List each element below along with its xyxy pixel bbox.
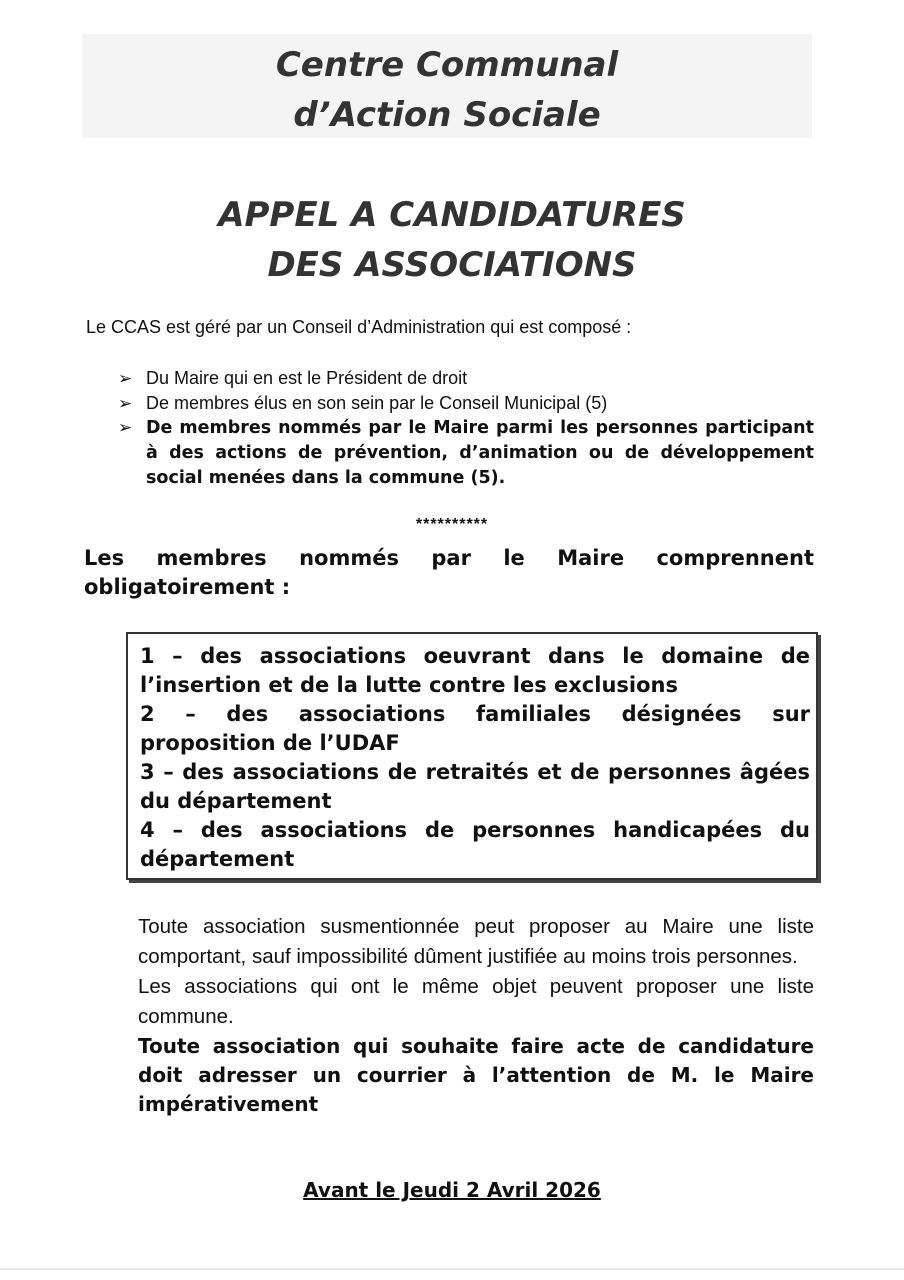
- members-list-item: 4 – des associations de personnes handicapées du département: [140, 818, 810, 871]
- composition-list: [118, 366, 814, 491]
- body-paragraph: Les associations qui ont le même objet peuvent proposer une liste commune.: [138, 975, 814, 1028]
- organization-title: [82, 40, 812, 140]
- members-list-item: 1 – des associations oeuvrant dans le domaine de l’insertion et de la lutte contre les exclusions: [140, 644, 810, 697]
- deadline: Avant le Jeudi 2 Avril 2026: [303, 1178, 601, 1202]
- body-paragraph: Toute association susmentionnée peut proposer au Maire une liste comportant, sauf impossibilité dûment justifiée au moins trois personnes.: [138, 915, 814, 968]
- body-text: [138, 912, 814, 1119]
- members-heading-line1: Les membres nommés par le Maire comprennent: [84, 546, 814, 570]
- members-heading: [84, 544, 814, 602]
- members-list: [140, 642, 810, 874]
- scan-edge-divider: [0, 1268, 904, 1270]
- arrowhead-bullet-icon: ➢: [118, 394, 133, 413]
- organization-title-line2: d’Action Sociale: [293, 95, 601, 135]
- members-box: [126, 632, 818, 880]
- organization-title-line1: Centre Communal: [275, 45, 619, 85]
- members-list-item: 2 – des associations familiales désignées sur proposition de l’UDAF: [140, 702, 810, 755]
- members-heading-line2: obligatoirement :: [84, 575, 291, 599]
- composition-item: [118, 366, 814, 391]
- arrowhead-bullet-icon: ➢: [118, 418, 133, 438]
- arrowhead-bullet-icon: ➢: [118, 369, 133, 388]
- composition-item-text: De membres nommés par le Maire parmi les personnes participant à des actions de prévention, d’animation ou de développement social menées dans la commune (5).: [146, 418, 814, 488]
- separator: **********: [415, 516, 489, 533]
- members-list-item: 3 – des associations de retraités et de personnes âgées du département: [140, 760, 810, 813]
- intro-text: Le CCAS est géré par un Conseil d’Administration qui est composé :: [86, 317, 632, 337]
- composition-item-text: De membres élus en son sein par le Conseil Municipal (5): [146, 393, 608, 413]
- appeal-title-line1: APPEL A CANDIDATURES: [218, 195, 686, 235]
- body-paragraph-emphasis: Toute association qui souhaite faire acte de candidature doit adresser un courrier à l’attention de M. le Maire impérativement: [138, 1034, 814, 1116]
- composition-item: [118, 391, 814, 416]
- appeal-title: [60, 190, 844, 290]
- appeal-title-line2: DES ASSOCIATIONS: [267, 245, 637, 285]
- composition-item: [118, 416, 814, 491]
- composition-item-text: Du Maire qui en est le Président de droit: [146, 368, 468, 388]
